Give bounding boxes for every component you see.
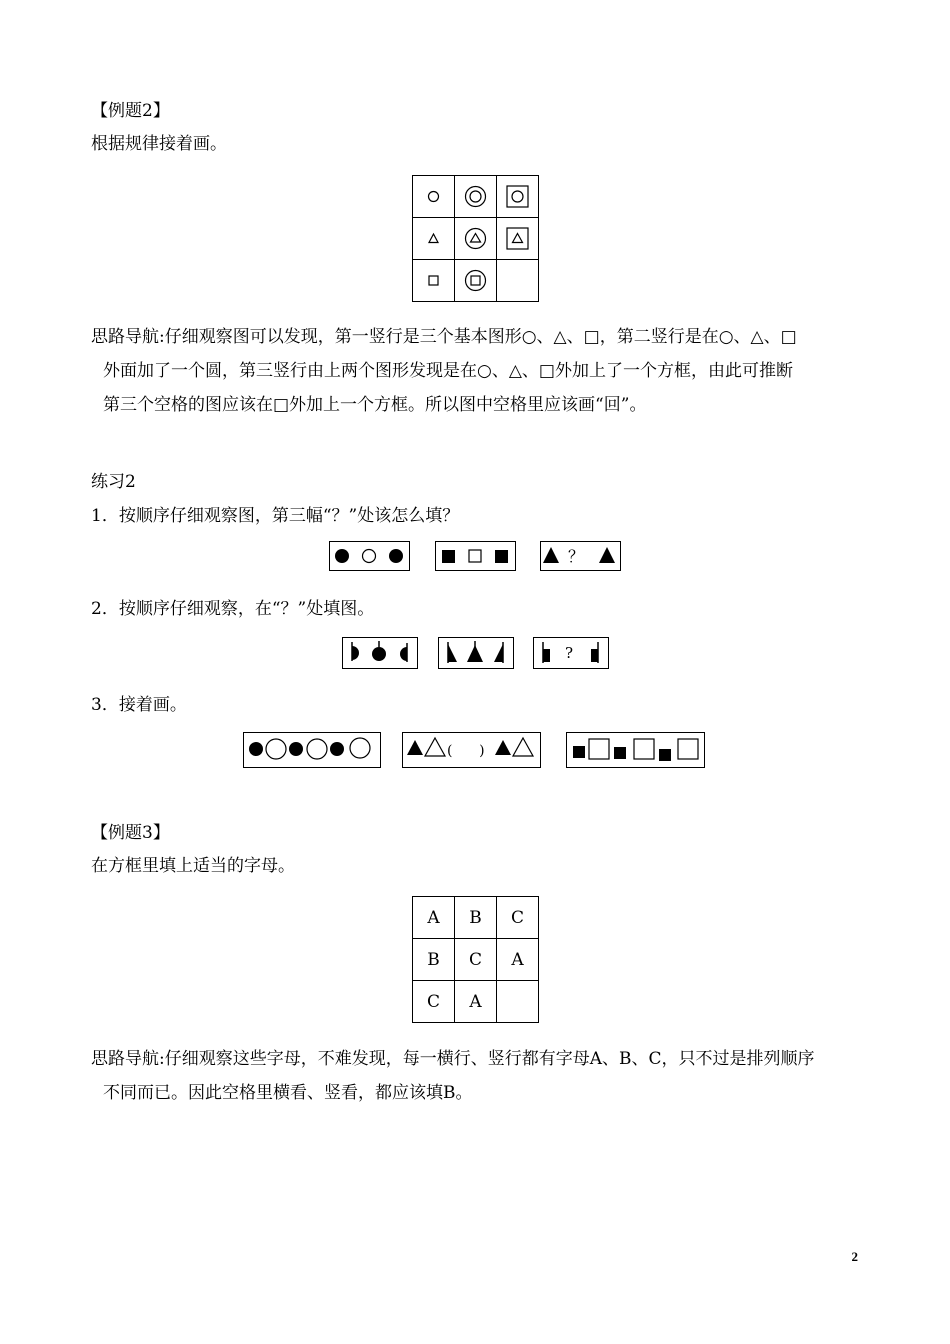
practice2-q3-text: 3．接着画。 — [91, 695, 187, 715]
outer-square-shape — [507, 186, 528, 207]
left-half-triangle-shape — [494, 644, 503, 662]
explanation-line: 思路导航:仔细观察图可以发现，第一竖行是三个基本图形○、△、□，第二竖行是在○、△、□ — [91, 327, 797, 347]
letter-cell: A — [497, 939, 539, 981]
example3-letter-grid — [412, 896, 539, 1023]
hollow-square-shape — [469, 550, 481, 562]
explanation-line: 思路导航:仔细观察这些字母，不难发现，每一横行、竖行都有字母A、B、C，只不过是排列顺序 — [91, 1049, 815, 1069]
hollow-square-shape — [634, 739, 654, 759]
hollow-triangle-shape — [513, 738, 533, 756]
filled-square-shape — [573, 746, 585, 758]
right-half-circle-shape — [352, 646, 359, 660]
grid-cell-triangle-in-square — [497, 218, 539, 260]
grid-cell-triangle-in-circle — [455, 218, 497, 260]
filled-square-shape — [614, 747, 626, 759]
small-triangle-shape — [513, 234, 523, 243]
hollow-circle-shape — [307, 739, 327, 759]
outer-square-shape — [507, 228, 528, 249]
example3-explanation — [91, 1042, 881, 1110]
small-triangle-shape — [429, 234, 438, 243]
grid-cell-square — [413, 260, 455, 302]
filled-triangle-shape — [407, 740, 423, 755]
letter-cell: B — [455, 897, 497, 939]
filled-circle-shape — [335, 549, 349, 563]
left-half-circle-shape — [400, 647, 407, 661]
q3-figure-squares-sequence — [566, 732, 705, 768]
right-half-square-shape — [543, 649, 550, 662]
grid-cell-circle-in-circle — [455, 176, 497, 218]
small-circle-shape — [429, 192, 439, 202]
letter-cell: C — [413, 981, 455, 1023]
q2-figure-half-triangles — [438, 637, 514, 669]
q3-figure-triangles-sequence — [402, 732, 541, 768]
hollow-square-shape — [678, 739, 698, 759]
letter-cell: B — [413, 939, 455, 981]
left-half-square-shape — [591, 649, 598, 662]
filled-triangle-shape — [467, 645, 483, 662]
filled-circle-shape — [289, 742, 303, 756]
hollow-circle-shape — [363, 550, 376, 563]
letter-cell: A — [413, 897, 455, 939]
filled-square-shape — [495, 550, 508, 563]
example3-prompt: 在方框里填上适当的字母。 — [91, 856, 295, 876]
filled-circle-shape — [330, 742, 344, 756]
letter-cell: C — [455, 939, 497, 981]
example2-explanation — [91, 320, 881, 422]
outer-circle-shape — [466, 187, 486, 207]
right-half-triangle-shape — [448, 644, 457, 662]
practice2-q2-text: 2．按顺序仔细观察，在“？”处填图。 — [91, 599, 375, 619]
hollow-circle-shape — [350, 738, 370, 758]
small-triangle-shape — [471, 234, 481, 243]
example2-prompt: 根据规律接着画。 — [91, 134, 227, 154]
small-square-shape — [429, 276, 438, 285]
question-mark: ? — [565, 644, 574, 662]
grid-cell-circle — [413, 176, 455, 218]
small-circle-shape — [512, 191, 523, 202]
letter-cell: C — [497, 897, 539, 939]
q2-figure-half-circles — [342, 637, 418, 669]
filled-circle-shape — [389, 549, 403, 563]
hollow-circle-shape — [266, 739, 286, 759]
example3-heading: 【例题3】 — [91, 823, 170, 843]
small-circle-shape — [470, 191, 481, 202]
q1-figure-triangles — [540, 541, 621, 571]
grid-cell-triangle — [413, 218, 455, 260]
filled-triangle-shape — [599, 547, 615, 563]
letter-cell: A — [455, 981, 497, 1023]
filled-circle-shape — [249, 742, 263, 756]
question-mark: ？ — [568, 547, 585, 566]
grid-cell-circle-in-square — [497, 176, 539, 218]
q2-figure-half-squares — [533, 637, 609, 669]
hollow-triangle-shape — [425, 738, 445, 756]
filled-square-shape — [659, 749, 671, 761]
grid-cell-square-in-circle — [455, 260, 497, 302]
filled-triangle-shape — [495, 740, 511, 755]
answer-blank: ( ) — [447, 743, 485, 759]
practice2-heading: 练习2 — [91, 472, 136, 492]
q3-figure-circles-sequence — [243, 732, 381, 768]
example2-heading: 【例题2】 — [91, 101, 170, 121]
q1-figure-squares — [435, 541, 516, 571]
filled-triangle-shape — [543, 547, 559, 563]
outer-circle-shape — [466, 229, 486, 249]
q1-figure-circles — [329, 541, 410, 571]
filled-square-shape — [442, 550, 455, 563]
explanation-line: 外面加了一个圆，第三竖行由上两个图形发现是在○、△、□外加上了一个方框，由此可推断 — [103, 361, 793, 381]
letter-cell-blank — [497, 981, 539, 1023]
page-number: 2 — [851, 1249, 858, 1264]
grid-cell-blank — [497, 260, 539, 302]
practice2-q1-text: 1．按顺序仔细观察图，第三幅“？”处该怎么填？ — [91, 506, 460, 526]
small-square-shape — [471, 276, 480, 285]
example2-pattern-grid — [412, 175, 539, 302]
filled-circle-shape — [372, 647, 386, 661]
outer-circle-shape — [466, 271, 486, 291]
explanation-line: 第三个空格的图应该在□外加上一个方框。所以图中空格里应该画“回”。 — [103, 395, 647, 415]
explanation-line: 不同而已。因此空格里横看、竖看，都应该填B。 — [103, 1083, 473, 1103]
hollow-square-shape — [589, 739, 609, 759]
